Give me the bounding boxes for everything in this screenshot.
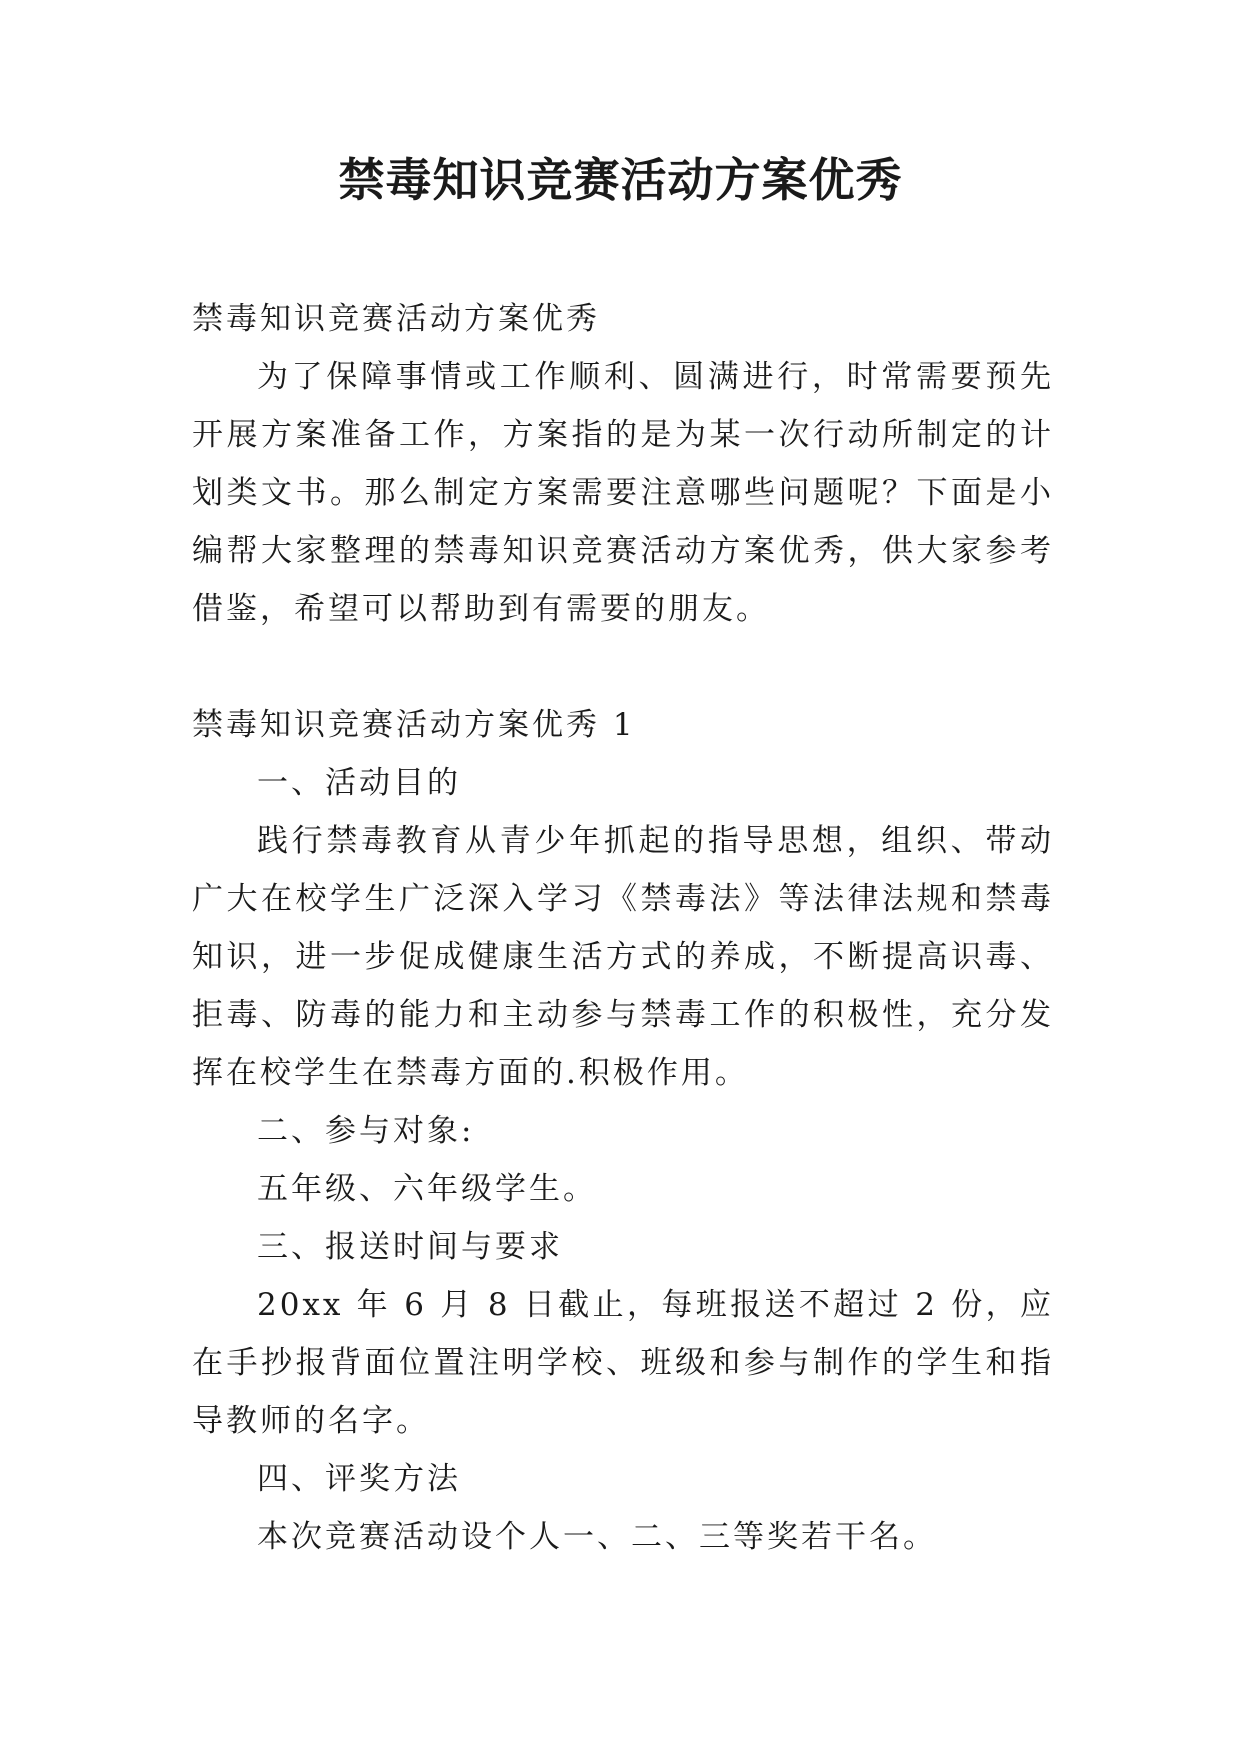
paragraph-spacer xyxy=(192,638,1054,696)
document-subtitle: 禁毒知识竞赛活动方案优秀 xyxy=(192,301,600,337)
paragraph-submission: 20xx 年 6 月 8 日截止，每班报送不超过 2 份，应在手抄报背面位置注明学校、班级和参与制作的学生和指导教师的名字。 xyxy=(192,1287,1054,1439)
section-title: 禁毒知识竞赛活动方案优秀 1 xyxy=(192,707,636,743)
heading-submission: 三、报送时间与要求 xyxy=(257,1229,563,1265)
heading-participants: 二、参与对象: xyxy=(257,1113,475,1149)
paragraph-activity-purpose: 践行禁毒教育从青少年抓起的指导思想，组织、带动广大在校学生广泛深入学习《禁毒法》等法律法规和禁毒知识，进一步促成健康生活方式的养成，不断提高识毒、拒毒、防毒的能力和主动参与禁毒工作的积极性，充分发挥在校学生在禁毒方面的.积极作用。 xyxy=(192,823,1054,1091)
paragraph-awards: 本次竞赛活动设个人一、二、三等奖若干名。 xyxy=(257,1519,937,1555)
document-body xyxy=(192,290,1054,1566)
heading-activity-purpose: 一、活动目的 xyxy=(257,765,461,801)
intro-paragraph: 为了保障事情或工作顺利、圆满进行，时常需要预先开展方案准备工作，方案指的是为某一次行动所制定的计划类文书。那么制定方案需要注意哪些问题呢？下面是小编帮大家整理的禁毒知识竞赛活动方案优秀，供大家参考借鉴，希望可以帮助到有需要的朋友。 xyxy=(192,359,1054,627)
heading-awards: 四、评奖方法 xyxy=(257,1461,461,1497)
document-title: 禁毒知识竞赛活动方案优秀 xyxy=(338,153,903,207)
paragraph-participants: 五年级、六年级学生。 xyxy=(257,1171,597,1207)
